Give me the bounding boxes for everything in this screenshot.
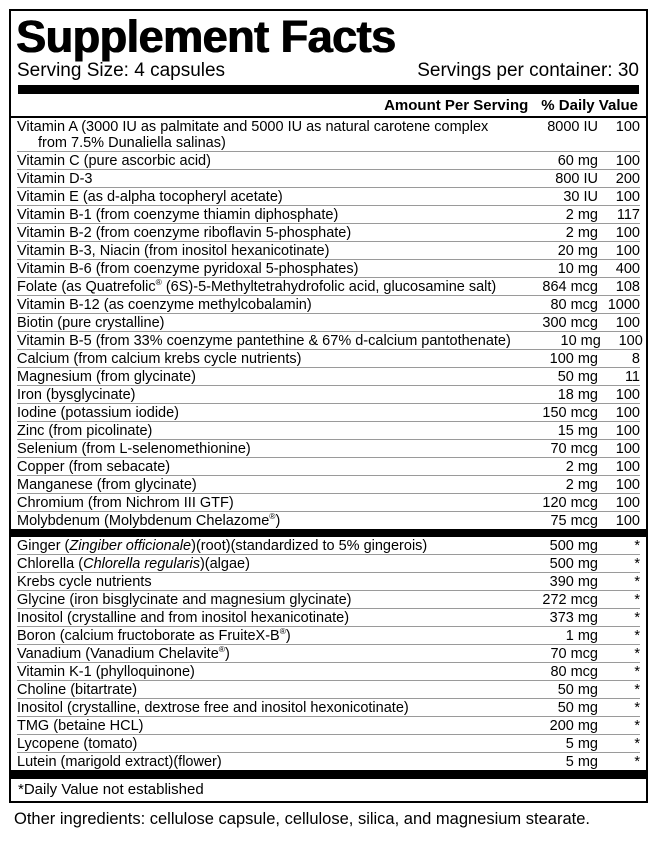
table-row: [17, 118, 640, 152]
ingredient-name: Krebs cycle nutrients: [17, 574, 152, 590]
ingredient-name: Glycine (iron bisglycinate and magnesium glycinate): [17, 592, 352, 608]
ingredient-name: Zinc (from picolinate): [17, 423, 153, 439]
serving-size: Serving Size: 4 capsules: [17, 60, 226, 81]
table-row: [17, 573, 640, 591]
ingredient-name: Ginger (Zingiber officionale)(root)(standardized to 5% gingerois): [17, 538, 428, 554]
daily-value-percent: *: [634, 664, 640, 680]
daily-value-percent: 100: [615, 243, 640, 259]
panel-title: Supplement Facts: [16, 11, 396, 62]
daily-value-percent: 100: [615, 153, 640, 169]
amount-per-serving-value: 30 IU: [563, 189, 598, 205]
amount-per-serving-value: 120 mcg: [542, 495, 598, 511]
daily-value-percent: *: [634, 556, 640, 572]
daily-value-percent: 1000: [607, 297, 640, 313]
ingredient-name: Vitamin E (as d-alpha tocopheryl acetate): [17, 189, 283, 205]
table-row: [17, 512, 640, 529]
ingredient-name: Iron (bysglycinate): [17, 387, 136, 403]
daily-value-percent: *: [634, 736, 640, 752]
ingredient-name: Molybdenum (Molybdenum Chelazome®): [17, 511, 281, 529]
table-row: [17, 699, 640, 717]
ingredient-name: Vitamin D-3: [17, 171, 93, 187]
table-row: [17, 296, 640, 314]
amount-per-serving-value: 80 mcg: [550, 297, 598, 313]
daily-value-percent: *: [634, 700, 640, 716]
ingredient-name: Manganese (from glycinate): [17, 477, 197, 493]
ingredient-name: Vitamin B-12 (as coenzyme methylcobalamin): [17, 297, 312, 313]
ingredient-name: Calcium (from calcium krebs cycle nutrients): [17, 351, 302, 367]
daily-value-percent: 100: [615, 513, 640, 529]
amount-per-serving-value: 150 mcg: [542, 405, 598, 421]
amount-per-serving-value: 500 mg: [549, 556, 598, 572]
daily-value-percent: *: [634, 574, 640, 590]
amount-per-serving-value: 80 mcg: [550, 664, 598, 680]
ingredient-name: Vitamin B-1 (from coenzyme thiamin diphosphate): [17, 207, 339, 223]
daily-value-percent: 100: [615, 495, 640, 511]
amount-per-serving-value: 390 mg: [549, 574, 598, 590]
supplement-facts-panel: [9, 9, 648, 803]
amount-per-serving-value: 10 mg: [560, 333, 601, 349]
amount-per-serving-value: 8000 IU: [547, 119, 598, 135]
daily-value-percent: 100: [615, 119, 640, 135]
ingredient-name: Lutein (marigold extract)(flower): [17, 754, 222, 770]
amount-per-serving-value: 2 mg: [565, 477, 598, 493]
amount-per-serving-value: 2 mg: [565, 225, 598, 241]
amount-per-serving-value: 15 mg: [557, 423, 598, 439]
daily-value-percent: *: [634, 628, 640, 644]
ingredient-name: Vitamin B-6 (from coenzyme pyridoxal 5-phosphates): [17, 261, 359, 277]
amount-per-serving-value: 864 mcg: [542, 279, 598, 295]
thick-separator-middle: [11, 529, 646, 537]
table-row: [17, 188, 640, 206]
amount-per-serving-value: 70 mcg: [550, 646, 598, 662]
table-row: [17, 494, 640, 512]
amount-per-serving-header: Amount Per Serving: [384, 97, 529, 114]
ingredient-name: Chromium (from Nichrom III GTF): [17, 495, 234, 511]
table-row: [17, 440, 640, 458]
table-row: [17, 278, 640, 296]
daily-value-percent: 100: [615, 405, 640, 421]
amount-per-serving-value: 500 mg: [549, 538, 598, 554]
amount-per-serving-value: 50 mg: [557, 369, 598, 385]
other-ingredients: Other ingredients: cellulose capsule, cellulose, silica, and magnesium stearate.: [14, 810, 590, 828]
daily-value-percent: 100: [615, 315, 640, 331]
table-row: [17, 242, 640, 260]
amount-per-serving-value: 300 mcg: [542, 315, 598, 331]
table-row: [17, 717, 640, 735]
ingredient-name: Boron (calcium fructoborate as FruiteX-B®): [17, 626, 291, 644]
daily-value-percent: *: [634, 718, 640, 734]
table-row: [17, 458, 640, 476]
daily-value-percent: 100: [615, 441, 640, 457]
table-row: [17, 152, 640, 170]
daily-value-percent: *: [634, 538, 640, 554]
daily-value-percent: 108: [615, 279, 640, 295]
table-row: [17, 681, 640, 699]
amount-per-serving-value: 20 mg: [557, 243, 598, 259]
daily-value-percent: 117: [616, 207, 640, 223]
table-row: [17, 555, 640, 573]
nutrients-table-section-1: [17, 118, 643, 529]
daily-value-percent: 100: [615, 423, 640, 439]
table-row: [17, 627, 640, 645]
ingredient-name: Biotin (pure crystalline): [17, 315, 165, 331]
nutrients-table-section-2: [17, 537, 640, 770]
amount-per-serving-value: 373 mg: [549, 610, 598, 626]
table-row: [17, 170, 640, 188]
amount-per-serving-value: 1 mg: [565, 628, 598, 644]
amount-per-serving-value: 75 mcg: [550, 513, 598, 529]
daily-value-percent: *: [634, 610, 640, 626]
daily-value-footnote: *Daily Value not established: [18, 781, 204, 798]
thick-separator-bottom: [11, 770, 646, 779]
ingredient-name: Iodine (potassium iodide): [17, 405, 180, 421]
table-row: [17, 260, 640, 278]
daily-value-percent: *: [634, 646, 640, 662]
daily-value-percent: 100: [615, 225, 640, 241]
ingredient-name: Magnesium (from glycinate): [17, 369, 196, 385]
amount-per-serving-value: 18 mg: [557, 387, 598, 403]
column-headers: [17, 94, 640, 116]
amount-per-serving-value: 50 mg: [557, 682, 598, 698]
table-row: [17, 663, 640, 681]
daily-value-percent: 11: [624, 369, 640, 385]
amount-per-serving-value: 5 mg: [565, 736, 598, 752]
table-row: [17, 224, 640, 242]
daily-value-percent: 100: [615, 477, 640, 493]
daily-value-percent: 100: [615, 387, 640, 403]
ingredient-name: Vitamin B-3, Niacin (from inositol hexanicotinate): [17, 243, 330, 259]
amount-per-serving-value: 5 mg: [565, 754, 598, 770]
ingredient-name: Vitamin C (pure ascorbic acid): [17, 153, 211, 169]
ingredient-name: Copper (from sebacate): [17, 459, 171, 475]
daily-value-header: % Daily Value: [541, 97, 638, 114]
amount-per-serving-value: 60 mg: [557, 153, 598, 169]
amount-per-serving-value: 70 mcg: [550, 441, 598, 457]
daily-value-percent: *: [634, 682, 640, 698]
table-row: [17, 206, 640, 224]
ingredient-name: Chlorella (Chlorella regularis)(algae): [17, 556, 250, 572]
daily-value-percent: 8: [631, 351, 640, 367]
table-row: [17, 332, 643, 350]
ingredient-name: Choline (bitartrate): [17, 682, 138, 698]
daily-value-percent: 400: [615, 261, 640, 277]
ingredient-name: Vitamin K-1 (phylloquinone): [17, 664, 195, 680]
ingredient-name: Selenium (from L-selenomethionine): [17, 441, 251, 457]
daily-value-percent: *: [634, 754, 640, 770]
amount-per-serving-value: 272 mcg: [542, 592, 598, 608]
daily-value-percent: 200: [615, 171, 640, 187]
table-row: [17, 645, 640, 663]
table-row: [17, 422, 640, 440]
table-row: [17, 386, 640, 404]
daily-value-percent: 100: [615, 459, 640, 475]
table-row: [17, 314, 640, 332]
ingredient-name: Vitamin B-2 (from coenzyme riboflavin 5-phosphate): [17, 225, 352, 241]
serving-info: [17, 60, 639, 81]
table-row: [17, 368, 640, 386]
table-row: [17, 476, 640, 494]
ingredient-name: TMG (betaine HCL): [17, 718, 144, 734]
ingredient-name: Inositol (crystalline, dextrose free and inositol hexonicotinate): [17, 700, 409, 716]
amount-per-serving-value: 50 mg: [557, 700, 598, 716]
daily-value-percent: 100: [618, 333, 643, 349]
table-row: [17, 591, 640, 609]
thick-separator-top: [18, 85, 639, 94]
ingredient-name: Inositol (crystalline and from inositol hexanicotinate): [17, 610, 350, 626]
table-row: [17, 753, 640, 770]
amount-per-serving-value: 10 mg: [557, 261, 598, 277]
amount-per-serving-value: 100 mg: [549, 351, 598, 367]
table-row: [17, 609, 640, 627]
ingredient-name: Vitamin B-5 (from 33% coenzyme pantethine & 67% d-calcium pantothenate): [17, 333, 511, 349]
table-row: [17, 350, 640, 368]
amount-per-serving-value: 200 mg: [549, 718, 598, 734]
ingredient-name: Vitamin A (3000 IU as palmitate and 5000 IU as natural carotene complex from 7.5% Dunaliella salinas): [17, 119, 489, 151]
amount-per-serving-value: 2 mg: [565, 207, 598, 223]
ingredient-name: Lycopene (tomato): [17, 736, 138, 752]
table-row: [17, 735, 640, 753]
servings-per-container: Servings per container: 30: [417, 60, 639, 81]
ingredient-name: Folate (as Quatrefolic® (6S)-5-Methyltetrahydrofolic acid, glucosamine salt): [17, 277, 497, 295]
amount-per-serving-value: 800 IU: [555, 171, 598, 187]
table-row: [17, 537, 640, 555]
daily-value-percent: *: [634, 592, 640, 608]
amount-per-serving-value: 2 mg: [565, 459, 598, 475]
ingredient-name: Vanadium (Vanadium Chelavite®): [17, 644, 230, 662]
daily-value-percent: 100: [615, 189, 640, 205]
table-row: [17, 404, 640, 422]
